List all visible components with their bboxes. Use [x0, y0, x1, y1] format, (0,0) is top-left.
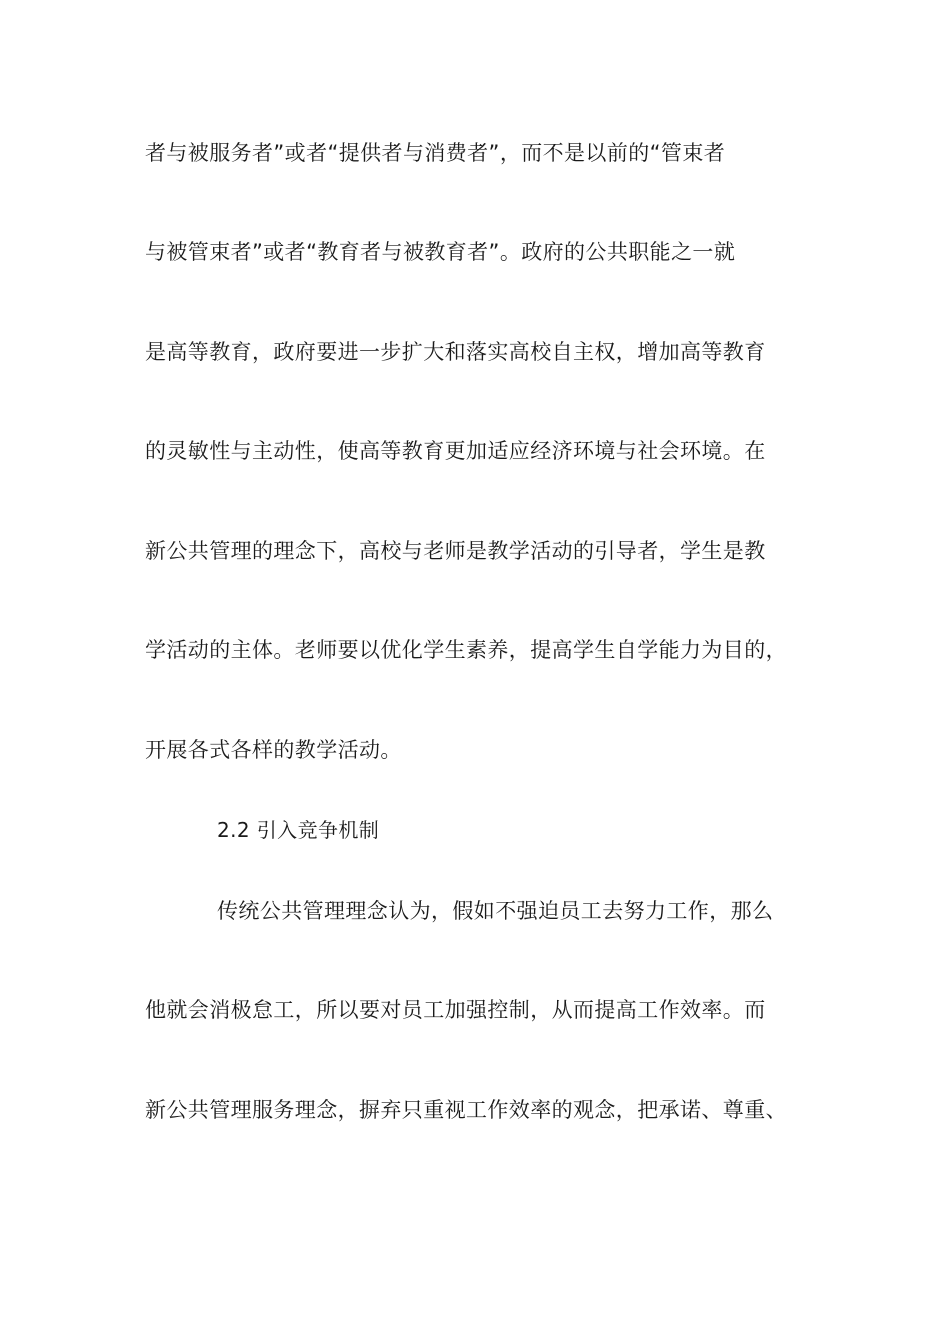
paragraph-line: 是高等教育，政府要进一步扩大和落实高校自主权，增加高等教育: [145, 340, 766, 364]
paragraph-line: 开展各式各样的教学活动。: [145, 738, 402, 762]
paragraph-line: 新公共管理的理念下，高校与老师是教学活动的引导者，学生是教: [145, 539, 766, 563]
paragraph-line: 新公共管理服务理念，摒弃只重视工作效率的观念，把承诺、尊重、: [145, 1098, 787, 1122]
paragraph-line: 与被管束者”或者“教育者与被教育者”。政府的公共职能之一就: [145, 240, 736, 264]
paragraph-line: 传统公共管理理念认为，假如不强迫员工去努力工作，那么: [217, 899, 774, 923]
section-heading: 2.2 引入竞争机制: [217, 818, 380, 842]
paragraph-line: 学活动的主体。老师要以优化学生素养，提高学生自学能力为目的，: [145, 638, 787, 662]
paragraph-line: 的灵敏性与主动性，使高等教育更加适应经济环境与社会环境。在: [145, 439, 766, 463]
paragraph-line: 者与被服务者”或者“提供者与消费者”，而不是以前的“管束者: [145, 141, 726, 165]
paragraph-line: 他就会消极怠工，所以要对员工加强控制，从而提高工作效率。而: [145, 998, 766, 1022]
